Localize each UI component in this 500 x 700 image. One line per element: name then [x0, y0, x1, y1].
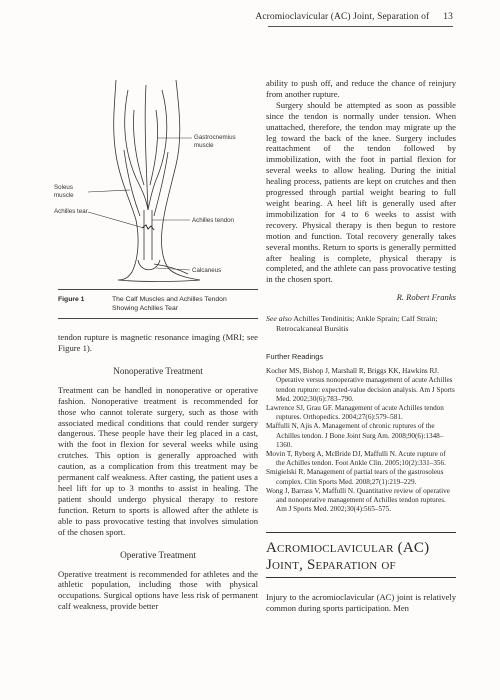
figure-1 — [54, 60, 258, 312]
callout-gastrocnemius: Gastrocnemius muscle — [194, 134, 236, 149]
figure-rule-bottom — [58, 318, 258, 319]
callout-calcaneus: Calcaneus — [192, 267, 222, 274]
running-head — [255, 12, 453, 22]
reference-item: Kocher MS, Bishop J, Marshall R, Briggs KK, Hawkins RJ. Operative versus nonoperative management of acute Achilles tendon rupture: expected-value decision analysis. Am J Sports Med. 2002;30(6):783–790. — [266, 367, 455, 403]
see-also-links-2: Retrocalcaneal Bursitis — [276, 324, 349, 334]
callout-achilles-tear: Achilles tear — [54, 208, 88, 215]
running-head-title: Acromioclavicular (AC) Joint, Separation of — [255, 12, 430, 22]
heading-nonoperative: Nonoperative Treatment — [113, 365, 203, 376]
page-number: 13 — [443, 12, 453, 22]
author-byline: R. Robert Franks — [396, 292, 456, 303]
paragraph-reinjury: ability to push off, and reduce the chance of reinjury from another rupture. — [266, 78, 456, 99]
reference-item: Lawrence SJ, Grau GF. Management of acute Achilles tendon ruptures. Orthopedics. 2004;27(6):579–581. — [266, 404, 444, 422]
paragraph-nonoperative: Treatment can be handled in nonoperative or operative fashion. Nonoperative treatment is recommended for those who cannot tolerate surgery, such as those with associated medical conditions that could render surgery dangerous. These people have their leg placed in a cast, with the foot in flexion for several weeks while using crutches. This option is generally approached with caution, as a complication from this treatment may be permanent calf weakness. After casting, the patient uses a heel lift for up to 3 months to assist in healing. The patient should undergo physical therapy to restore function. Return to sports is allowed after the athlete is able to pass provocative testing that involves simulation of the chosen sport. — [58, 384, 258, 537]
left-column — [54, 60, 258, 612]
header-rule — [268, 26, 453, 27]
paragraph-operative: Operative treatment is recommended for athletes and the athletic population, including those with physical occupations. Surgical options have less risk of permanent calf weakness, provide better — [58, 568, 258, 612]
callout-soleus: Soleus muscle — [54, 184, 74, 199]
right-column — [266, 78, 456, 614]
entry-title-line-2: Joint, Separation of — [266, 557, 396, 574]
paragraph-continuation: tendon rupture is magnetic resonance imaging (MRI; see Figure 1). — [58, 332, 258, 353]
further-readings-heading: Further Readings — [266, 352, 324, 362]
reference-item: Movin T, Ryberg A, McBride DJ, Maffulli N. Acute rupture of the Achilles tendon. Foot Ankle Clin. 2005;10(2):331–356. — [266, 450, 446, 468]
see-also-links-1: Achilles Tendinitis; Ankle Sprain; Calf Strain; — [293, 314, 438, 324]
paragraph-surgery: Surgery should be attempted as soon as possible since the tendon is normally under tension. When unattached, therefore, the tendon may migrate up the leg toward the back of the knee. Surgery includes reattachment of the tendon followed by immobilization, with the foot in partial flexion for several weeks to allow healing. During the initial healing process, patients are kept on crutches and then progressed through partial weight bearing to full weight bearing. A heel lift is generally used after immobilization for 4 to 6 weeks to assist with recovery. Physical therapy is then begun to restore motion and function. Total recovery generally takes several months. Return to sports is generally permitted after healing is complete, physical therapy is completed, and the athlete can pass provocative testing in the chosen sport. — [266, 99, 456, 285]
heading-operative: Operative Treatment — [120, 549, 196, 560]
reference-item: Wong J, Barrass V, Maffulli N. Quantitative review of operative and nonoperative management of Achilles tendon ruptures. Am J Sports Med. 2002;30(4):565–575. — [266, 486, 450, 514]
entry-title-line-1: Acromioclavicular (AC) — [266, 540, 430, 557]
paragraph-ac-joint: Injury to the acromioclavicular (AC) joint is relatively common during sports participation. Men — [266, 592, 456, 614]
see-also-label: See also — [266, 314, 292, 324]
reference-item: Maffulli N, Ajis A. Management of chronic ruptures of the Achilles tendon. J Bone Joint Surg Am. 2008;90(6):1348–1360. — [266, 422, 444, 449]
figure-label: Figure 1 — [58, 296, 85, 303]
callout-achilles-tendon: Achilles tendon — [192, 217, 234, 224]
entry-title — [266, 540, 456, 574]
entry-rule-top — [266, 532, 456, 533]
figure-caption-text: The Calf Muscles and Achilles Tendon Showing Achilles Tear — [112, 296, 227, 312]
calf-illustration — [58, 60, 258, 285]
figure-rule-top — [58, 289, 258, 290]
reference-item: Smigielski R. Management of partial tears of the gastrosoleus complex. Clin Sports Med. 2008;27(1):219–229. — [266, 468, 444, 486]
see-also — [266, 314, 456, 334]
entry-rule-bottom — [266, 577, 456, 578]
